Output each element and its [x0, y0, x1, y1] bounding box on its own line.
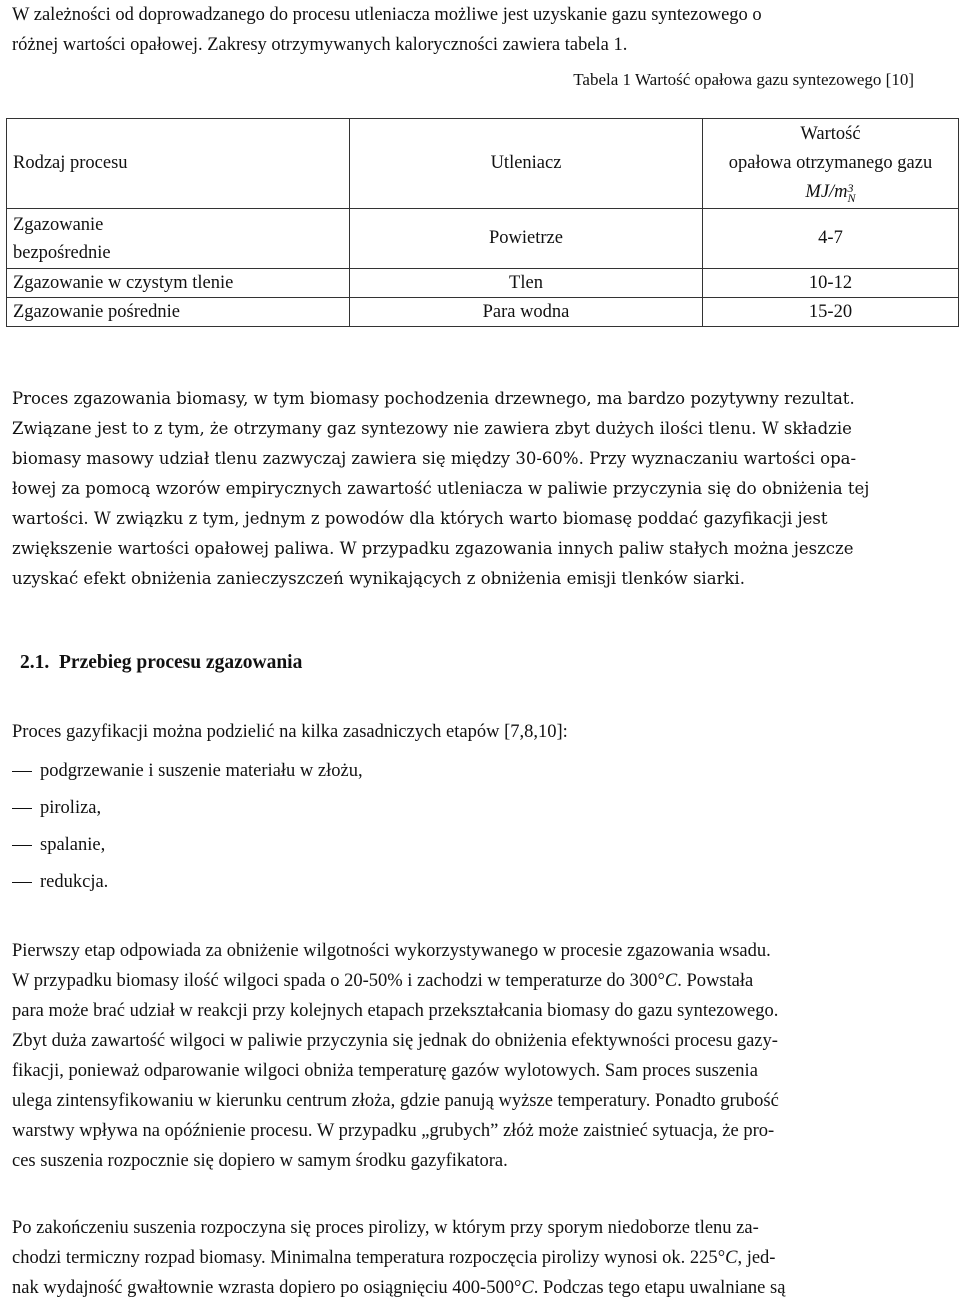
paragraph-pyrolysis: Po zakończeniu suszenia rozpoczyna się proces pirolizy, w którym przy sporym niedoborze tlenu za- chodzi termiczny rozpad biomasy. Minimalna temperatura rozpoczęcia pirolizy wynosi ok. 225°C, jed- nak wydajność gwałtownie wzrasta dopiero po osiągnięciu 400-500°C. Podczas tego etapu uwalniane są [12, 1218, 786, 1298]
paragraph-drying: Pierwszy etap odpowiada za obniżenie wilgotności wykorzystywanego w procesie zgazowania wsadu. W przypadku biomasy ilość wilgoci spada o 20-50% i zachodzi w temperaturze do 300°C. Powstała para może brać udział w reakcji przy kolejnych etapach przekształcania biomasy do gazu syntezowego. Zbyt duża zawartość wilgoci w paliwie przyczynia się jednak do obniżenia efektywności procesu gazy- fikacji, ponieważ odparowanie wilgoci obniża temperaturę gazów wylotowych. Sam proces suszenia ulega zintensyfikowaniu w kierunku centrum złoża, gdzie panują wyższe temperatury. Ponadto grubość warstwy wpływa na opóźnienie procesu. W przypadku „grubych” złóż może zaistnieć sytuacja, że pro- ces suszenia rozpocznie się dopiero w samym środku gazyfikatora. [12, 941, 779, 1171]
table-row [7, 269, 959, 298]
cell-process: Zgazowanie bezpośrednie [7, 209, 350, 269]
list-item: podgrzewanie i suszenie materiału w złożu, [12, 753, 363, 790]
cell-process: Zgazowanie pośrednie [7, 298, 350, 327]
cell-value: 10-12 [703, 269, 959, 298]
calorific-value-table [6, 118, 959, 327]
table-header-row [7, 119, 959, 209]
dash-bullet-icon [12, 845, 32, 846]
section-heading: 2.1. Przebieg procesu zgazowania [20, 652, 303, 673]
stages-list [12, 753, 363, 901]
paragraph-biomass: Proces zgazowania biomasy, w tym biomasy pochodzenia drzewnego, ma bardzo pozytywny rezultat. Związane jest to z tym, że otrzymany gaz syntezowy nie zawiera zbyt dużych ilości tlenu. W składzie biomasy masowy udział tlenu zazwyczaj zawiera się między 30-60%. Przy wyznaczaniu wartości opa- łowej za pomocą wzorów empirycznych zawartość utleniacza w paliwie przyczynia się do obniżenia tej wartości. W związku z tym, jednym z powodów dla których warto biomasę poddać gazyfikacji jest zwiększenie wartości opałowej paliwa. W przypadku zgazowania innych paliw stałych można jeszcze uzyskać efekt obniżenia zanieczyszczeń wynikających z obniżenia emisji tlenków siarki. [12, 389, 870, 588]
cell-value: 15-20 [703, 298, 959, 327]
cell-process: Zgazowanie w czystym tlenie [7, 269, 350, 298]
table-caption: Tabela 1 Wartość opałowa gazu syntezowego [10] [573, 70, 914, 89]
header-oxidizer: Utleniacz [350, 119, 703, 209]
table-row [7, 298, 959, 327]
list-item: redukcja. [12, 864, 363, 901]
list-item: piroliza, [12, 790, 363, 827]
dash-bullet-icon [12, 771, 32, 772]
list-item: spalanie, [12, 827, 363, 864]
intro-line-2: różnej wartości opałowej. Zakresy otrzymywanych kaloryczności zawiera tabela 1. [12, 35, 628, 55]
unit-label: MJ/m 3 N [805, 180, 856, 205]
intro-paragraph [12, 0, 949, 60]
cell-oxidizer: Powietrze [350, 209, 703, 269]
header-value: Wartość opałowa otrzymanego gazu MJ/m 3 N [703, 119, 959, 209]
header-process: Rodzaj procesu [7, 119, 350, 209]
dash-bullet-icon [12, 882, 32, 883]
stages-intro: Proces gazyfikacji można podzielić na kilka zasadniczych etapów [7,8,10]: [12, 722, 568, 742]
cell-value: 4-7 [703, 209, 959, 269]
dash-bullet-icon [12, 808, 32, 809]
intro-line-1: W zależności od doprowadzanego do procesu utleniacza możliwe jest uzyskanie gazu syntezowego o [12, 5, 762, 25]
table-row [7, 209, 959, 269]
cell-oxidizer: Para wodna [350, 298, 703, 327]
cell-oxidizer: Tlen [350, 269, 703, 298]
